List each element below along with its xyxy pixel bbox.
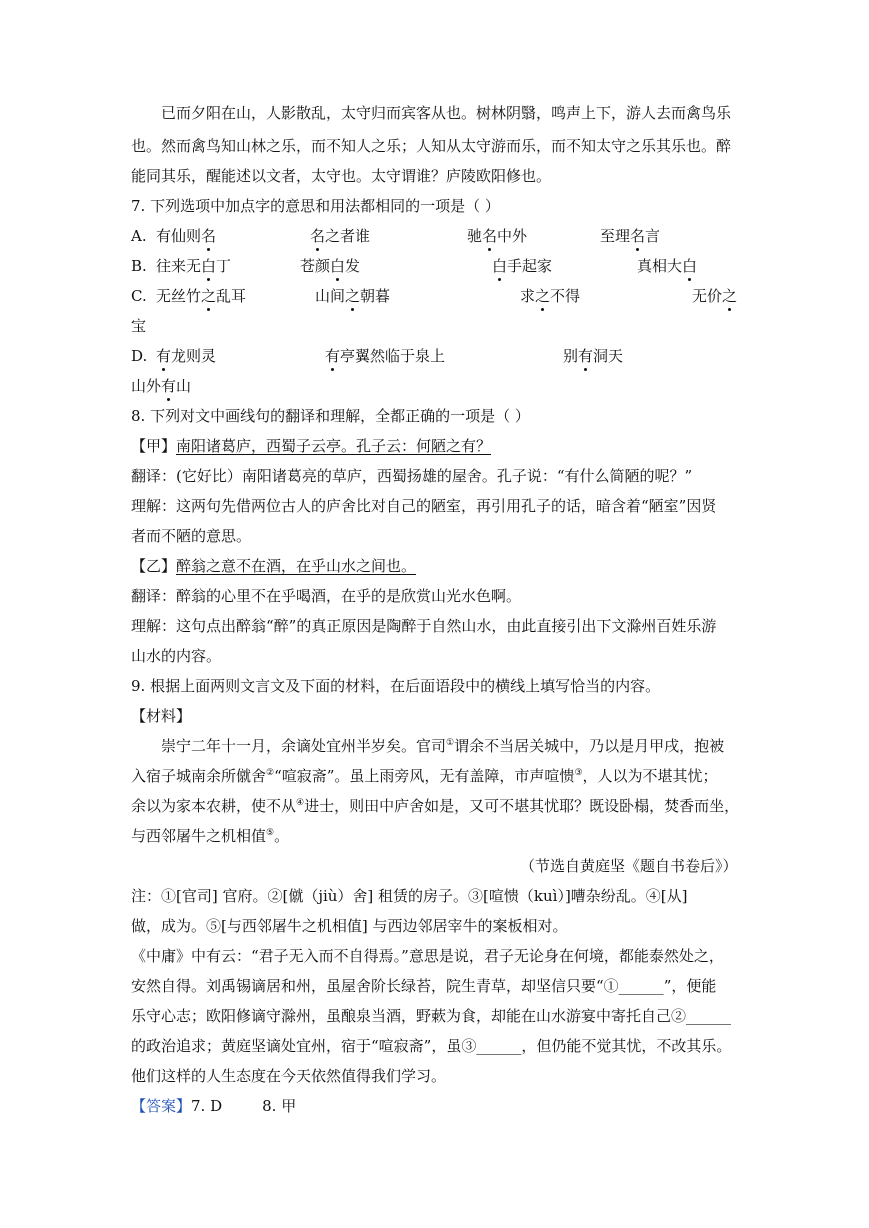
- q7-option-c-label: C.: [131, 287, 147, 305]
- q8-yi-translation: 翻译：醉翁的心里不在乎喝酒，在乎的是欣赏山光水色啊。: [131, 587, 522, 605]
- q9-material-source: （节选自黄庭坚《题自书卷后》）: [520, 857, 738, 875]
- q7-d-item-3: 别有洞天: [563, 347, 624, 365]
- q7-a-item-4: 至理名言: [600, 227, 661, 245]
- q7-d-item-2: 有亭翼然临于泉上: [325, 347, 446, 365]
- q8-jia-line: 【甲】南阳诸葛庐，西蜀子云亭。孔子云：何陋之有？: [131, 437, 492, 455]
- q7-a-item-2: 名之者谁: [310, 227, 371, 245]
- q9-notes-line-1: 注：①[官司] 官府。②[僦（jiù）舍] 租赁的房子。③[喧愦（kuì）]嘈杂纷乱。④[从]: [131, 887, 688, 905]
- q7-c-item-2: 山间之朝暮: [315, 287, 391, 305]
- q9-material-line-3: 余以为家本农耕，使不从④进士，则田中庐舍如是，又可不堪其忧耶？既设卧榻，焚香而坐，: [131, 797, 740, 815]
- q7-b-item-3: 白手起家: [492, 257, 553, 275]
- q9-material-line-4: 与西邻屠牛之机相值⑤。: [131, 827, 290, 845]
- q8-jia-understanding-1: 理解：这两句先借两位古人的庐舍比对自己的陋室，再引用孔子的话，暗含着“陋室”因贤: [131, 497, 717, 515]
- q7-option-b-label: B.: [131, 257, 147, 275]
- q8-yi-understanding-2: 山水的内容。: [131, 647, 222, 665]
- q7-b-item-2: 苍颜白发: [300, 257, 361, 275]
- q9-blank-2: ②______: [671, 1007, 732, 1025]
- q7-d-item-1: 有龙则灵: [156, 347, 217, 365]
- q9-material-label: 【材料】: [131, 707, 192, 725]
- q9-paragraph-line-1: 《中庸》中有云：“君子无入而不自得焉。”意思是说，君子无论身在何境，都能泰然处之，: [131, 947, 724, 965]
- q9-paragraph-line-4: 的政治追求；黄庭坚谪处宜州，宿于“喧寂斋”，虽③______，但仍能不觉其忧，不改其乐。: [131, 1037, 732, 1055]
- q7-stem: 7. 下列选项中加点字的意思和用法都相同的一项是（ ）: [131, 197, 500, 215]
- q9-blank-1: ①______: [603, 977, 664, 995]
- q8-yi-line: 【乙】醉翁之意不在酒，在乎山水之间也。: [131, 557, 417, 575]
- q8-jia-underlined-sentence: 南阳诸葛庐，西蜀子云亭。孔子云：何陋之有？: [176, 437, 492, 455]
- q7-a-item-3: 驰名中外: [467, 227, 528, 245]
- q7-c-item-3: 求之不得: [520, 287, 581, 305]
- q8-jia-translation: 翻译：(它好比）南阳诸葛亮的草庐，西蜀扬雄的屋舍。孔子说：“有什么简陋的呢？”: [131, 467, 693, 485]
- passage-line-1: 已而夕阳在山，人影散乱，太守归而宾客从也。树林阴翳，鸣声上下，游人去而禽鸟乐: [161, 104, 732, 122]
- answer-label: 【答案】: [131, 1097, 192, 1115]
- q7-c-item-1: 无丝竹之乱耳: [156, 287, 247, 305]
- q7-option-a-label: A.: [131, 227, 147, 245]
- q8-yi-understanding-1: 理解：这句点出醉翁“醉”的真正原因是陶醉于自然山水，由此直接引出下文滁州百姓乐游: [131, 617, 717, 635]
- q7-c-item-4-wrap: 宝: [131, 317, 147, 335]
- passage-line-3: 能同其乐，醒能述以文者，太守也。太守谓谁？庐陵欧阳修也。: [131, 167, 552, 185]
- q9-material-line-2: 入宿子城南余所僦舍②“喧寂斋”。虽上雨旁风，无有盖障，市声喧愦③，人以为不堪其忧；: [131, 767, 718, 785]
- q9-stem: 9. 根据上面两则文言文及下面的材料，在后面语段中的横线上填写恰当的内容。: [131, 677, 661, 695]
- q7-d-item-4: 山外有山: [131, 377, 192, 395]
- q7-b-item-1: 往来无白丁: [156, 257, 232, 275]
- q9-blank-3: ③______: [461, 1037, 522, 1055]
- q7-a-item-1: 有仙则名: [156, 227, 217, 245]
- passage-line-2: 也。然而禽鸟知山林之乐，而不知人之乐；人知从太守游而乐，而不知太守之乐其乐也。醉: [131, 137, 732, 155]
- q8-yi-underlined-sentence: 醉翁之意不在酒，在乎山水之间也。: [176, 557, 417, 575]
- q8-jia-understanding-2: 者而不陋的意思。: [131, 527, 252, 545]
- q7-b-item-4: 真相大白: [637, 257, 698, 275]
- q9-material-line-1: 崇宁二年十一月，余谪处宜州半岁矣。官司①谓余不当居关城中，乃以是月甲戌，抱被: [161, 737, 725, 755]
- q9-paragraph-line-5: 他们这样的人生态度在今天依然值得我们学习。: [131, 1067, 447, 1085]
- q9-notes-line-2: 做，成为。⑤[与西邻屠牛之机相值] 与西边邻居宰牛的案板相对。: [131, 917, 568, 935]
- q9-paragraph-line-3: 乐守心志；欧阳修谪守滁州，虽酿泉当酒，野蔌为食，却能在山水游宴中寄托自己②______: [131, 1007, 732, 1025]
- q7-c-item-4: 无价之: [692, 287, 738, 305]
- q7-option-d-label: D.: [131, 347, 148, 365]
- answer-line: 【答案】7. D 8. 甲: [131, 1097, 297, 1115]
- q8-stem: 8. 下列对文中画线句的翻译和理解，全都正确的一项是（ ）: [131, 407, 530, 425]
- q9-paragraph-line-2: 安然自得。刘禹锡谪居和州，虽屋舍阶长绿苔，院生青草，却坚信只要“①______”，便能: [131, 977, 717, 995]
